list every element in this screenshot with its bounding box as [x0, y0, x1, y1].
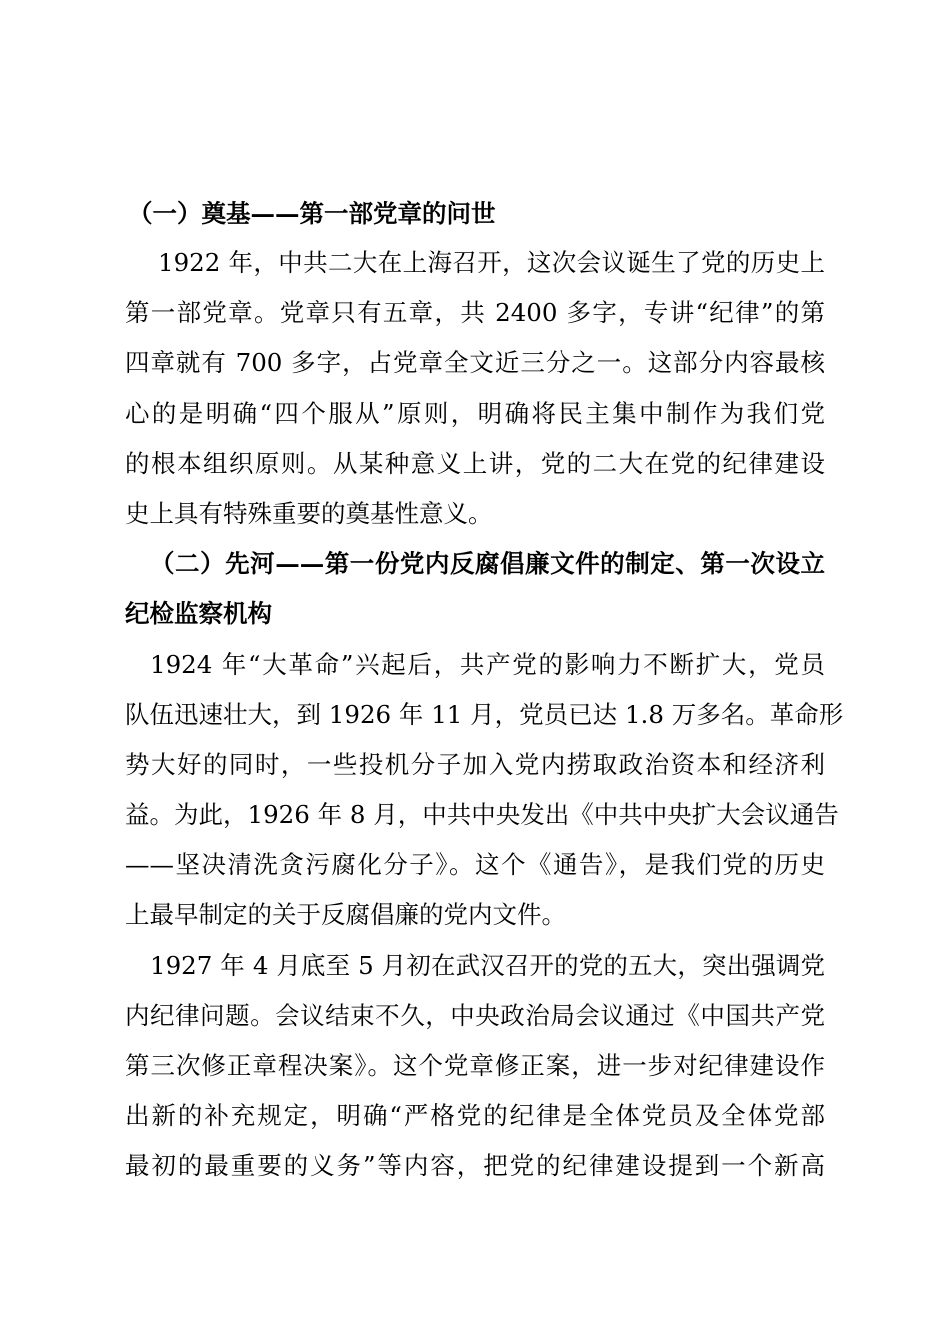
paragraph-line: 上最早制定的关于反腐倡廉的党内文件。 [125, 900, 566, 929]
section-heading-2-cont: 纪检监察机构 [125, 599, 272, 628]
paragraph-line: 益。为此，1926 年 8 月，中共中央发出《中共中央扩大会议通告 [125, 800, 839, 829]
paragraph-line: ——坚决清洗贪污腐化分子》。这个《通告》，是我们党的历史 [125, 850, 825, 879]
paragraph-line: 势大好的同时，一些投机分子加入党内捞取政治资本和经济利 [125, 750, 825, 779]
paragraph-line: 的根本组织原则。从某种意义上讲，党的二大在党的纪律建设 [125, 449, 825, 478]
paragraph-line: 史上具有特殊重要的奠基性意义。 [125, 499, 493, 528]
paragraph-line: 第三次修正章程决案》。这个党章修正案，进一步对纪律建设作 [125, 1051, 825, 1080]
paragraph-line: 四章就有 700 多字，占党章全文近三分之一。这部分内容最核 [125, 348, 825, 377]
paragraph-line: 最初的最重要的义务”等内容，把党的纪律建设提到一个新高 [125, 1151, 825, 1180]
paragraph-line: 内纪律问题。会议结束不久，中央政治局会议通过《中国共产党 [125, 1001, 825, 1030]
paragraph-line: 出新的补充规定，明确“严格党的纪律是全体党员及全体党部 [125, 1101, 825, 1130]
paragraph-line: 1922 年，中共二大在上海召开，这次会议诞生了党的历史上 [158, 248, 825, 277]
section-heading-1: （一）奠基——第一部党章的问世 [128, 199, 496, 228]
paragraph-line: 1927 年 4 月底至 5 月初在武汉召开的党的五大，突出强调党 [150, 951, 825, 980]
paragraph-line: 队伍迅速壮大，到 1926 年 11 月，党员已达 1.8 万多名。革命形 [125, 700, 844, 729]
paragraph-line: 第一部党章。党章只有五章，共 2400 多字，专讲“纪律”的第 [125, 298, 825, 327]
paragraph-line: 1924 年“大革命”兴起后，共产党的影响力不断扩大，党员 [150, 650, 825, 679]
paragraph-line: 心的是明确“四个服从”原则，明确将民主集中制作为我们党 [125, 399, 825, 428]
section-heading-2: （二）先河——第一份党内反腐倡廉文件的制定、第一次设立 [150, 549, 825, 578]
